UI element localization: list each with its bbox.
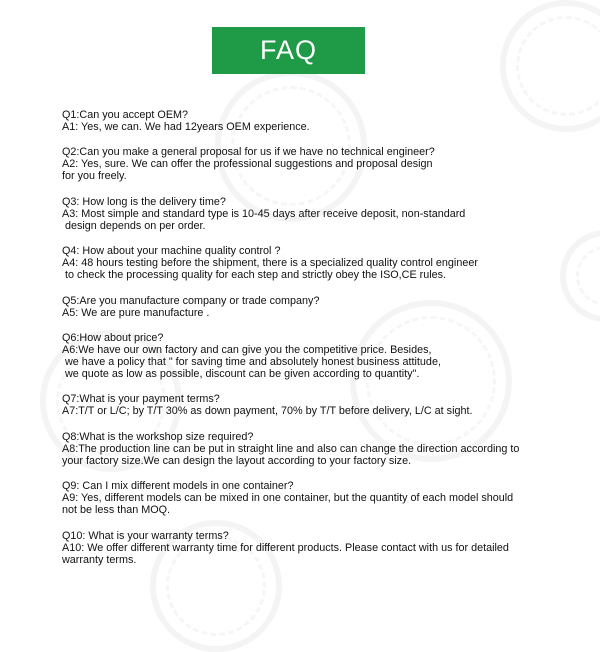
faq-question: Q1:Can you accept OEM? — [62, 109, 189, 121]
faq-question: Q7:What is your payment terms? — [62, 393, 220, 406]
faq-item — [62, 245, 562, 281]
faq-title-banner — [212, 27, 365, 74]
faq-item — [62, 530, 562, 566]
faq-item — [62, 480, 562, 516]
faq-question: Q2:Can you make a general proposal for us if we have no technical engineer? — [62, 146, 435, 159]
faq-list — [62, 109, 562, 579]
faq-item — [62, 393, 562, 417]
watermark-seal — [560, 230, 600, 322]
faq-item — [62, 295, 562, 319]
faq-question: Q8:What is the workshop size required? — [62, 430, 254, 443]
faq-item — [62, 109, 562, 133]
faq-answer: A4: 48 hours testing before the shipment, there is a specialized quality control engineer to check the processing quality for each step and strictly obey the ISO,CE rules. — [62, 257, 478, 282]
faq-item — [62, 431, 562, 467]
faq-answer: A3: Most simple and standard type is 10-45 days after receive deposit, non-standard design depends on per order. — [62, 207, 466, 232]
faq-question: Q4: How about your machine quality control ? — [62, 245, 281, 258]
faq-answer: A1: Yes, we can. We had 12years OEM experience. — [62, 121, 310, 133]
page-title: FAQ — [259, 35, 317, 65]
faq-question: Q9: Can I mix different models in one container? — [62, 480, 294, 493]
faq-answer: A5: We are pure manufacture . — [62, 306, 210, 319]
faq-item — [62, 146, 562, 182]
faq-question: Q6:How about price? — [62, 331, 164, 344]
faq-answer: A8:The production line can be put in straight line and also can change the direction according to your factory size.We can design the layout according to your factory size. — [62, 442, 520, 467]
faq-answer: A2: Yes, sure. We can offer the professional suggestions and proposal design for you freely. — [62, 158, 433, 183]
faq-item — [62, 196, 562, 232]
faq-item — [62, 332, 562, 380]
faq-question: Q5:Are you manufacture company or trade company? — [62, 294, 320, 307]
faq-question: Q3: How long is the delivery time? — [62, 195, 226, 208]
faq-answer: A6:We have our own factory and can give you the competitive price. Besides, we have a policy that " for saving time and absolutely honest business attitude, we quote as low as possible, discount can be given according to quantity". — [62, 343, 441, 380]
faq-answer: A7:T/T or L/C; by T/T 30% as down payment, 70% by T/T before delivery, L/C at sight. — [62, 405, 473, 418]
faq-answer: A9: Yes, different models can be mixed in one container, but the quantity of each model should not be less than MOQ. — [62, 492, 514, 517]
faq-question: Q10: What is your warranty terms? — [62, 529, 229, 542]
faq-answer: A10: We offer different warranty time for different products. Please contact with us for detailed warranty terms. — [62, 541, 509, 566]
